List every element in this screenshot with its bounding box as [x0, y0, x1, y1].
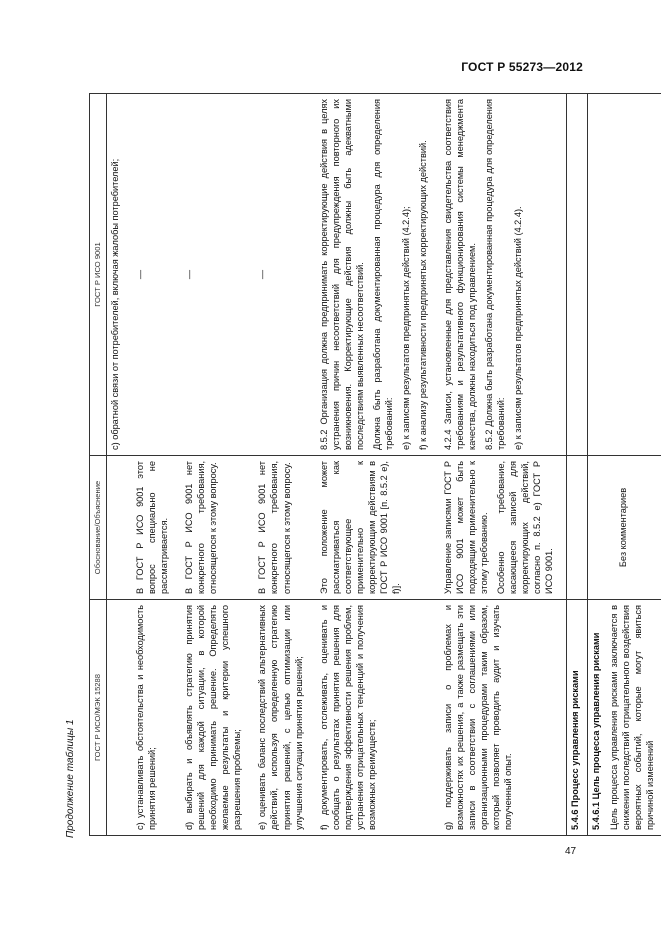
cell-15288: f) документировать, отслеживать, оценивать и сообщать о результатах принятия решения для подтверждения эффективности решения проблем, устранения отрицательных тенденций и получения возможных преимуществ;: [316, 600, 440, 836]
cell-9001: —: [181, 94, 254, 456]
header-gost-15288: ГОСТ Р ИСО/МЭК 15288: [90, 600, 107, 836]
cell-15288: 5.4.6.1 Цель процесса управления рисками Цель процесса управления рисками заключается в снижении последствий отрицательного воздействия вероятных событий, которые могут явиться причиной изменений: [588, 600, 661, 836]
document-code-header: ГОСТ Р 55273—2012: [461, 60, 583, 74]
table-row: [440, 94, 567, 836]
table-row: [316, 94, 440, 836]
section-heading: 5.4.6 Процесс управления рисками: [567, 600, 588, 836]
header-rationale: Обоснование/Объяснение: [90, 456, 107, 600]
header-gost-9001: ГОСТ Р ИСО 9001: [90, 94, 107, 456]
cell-9001-top: c) обратной связи от потребителей, включая жалобы потребителей;: [107, 94, 133, 456]
table-row: [588, 94, 661, 836]
table-row: [132, 94, 181, 836]
cell-9001: 8.5.2 Организация должна предпринимать корректирующие действия в целях устранения причин несоответствий для предупреждения повторного их возникновения. Корректирующие действия должны быть адекватными последствиям выявленных несоответствий. Должна быть разработана документированная процедура для определения требований: e) к записям результатов предпринятых действий (4.2.4); f) к анализу результативности предпринятых корректирующих действий.: [316, 94, 440, 456]
cell-empty: [567, 456, 588, 600]
table-header-row: [90, 94, 107, 836]
cell-empty: [107, 600, 133, 836]
comparison-table: [89, 93, 661, 836]
table-row: [181, 94, 254, 836]
cell-rationale: В ГОСТ Р ИСО 9001 нет конкретного требования, относящегося к этому вопросу.: [181, 456, 254, 600]
page-number: 47: [565, 846, 577, 857]
cell-empty: [588, 94, 661, 456]
table-row-top: [107, 94, 133, 836]
cell-rationale: Управление записями ГОСТ Р ИСО 9001 может быть подходящим применительно к этому требованию. Особенно требование, касающееся записей для корректирующих действий, согласно п. 8.5.2 e) ГОСТ Р ИСО 9001.: [440, 456, 567, 600]
cell-rationale: Это положение может рассматриваться как соответствующее применительно к корректирующим действиям в ГОСТ Р ИСО 9001 [п. 8.5.2 e), f)].: [316, 456, 440, 600]
table-row: [254, 94, 315, 836]
cell-9001: —: [254, 94, 315, 456]
cell-9001: 4.2.4 Записи, установленные для представления свидетельства соответствия требованиям и результативного функционирования системы менеджмента качества, должны находиться под управлением. 8.5.2 Должна быть разработана документированная процедура для определения требований: e) к записям результатов предпринятых действий (4.2.4).: [440, 94, 567, 456]
cell-15288: e) оценивать баланс последствий альтернативных действий, используя определенную стратегию принятия решений, с целью оптимизации или улучшения ситуации принятия решений;: [254, 600, 315, 836]
cell-15288: d) выбирать и объявлять стратегию принятия решений для каждой ситуации, в которой необходимо принимать решение. Определять желаемые результаты и критерии успешного разрешения проблемы;: [181, 600, 254, 836]
cell-15288: g) поддерживать записи о проблемах и возможностях их решения, а также размещать эти записи в соответствии с соглашениями или организационными процедурами таким образом, который позволяет проводить аудит и изучать полученный опыт.: [440, 600, 567, 836]
section-subheading: 5.4.6.1 Цель процесса управления рисками: [591, 632, 602, 830]
cell-empty: [567, 94, 588, 456]
section-heading-row: [567, 94, 588, 836]
rotated-table-frame: [60, 88, 655, 838]
cell-empty: [107, 456, 133, 600]
table-caption: Продолжение таблицы 1: [65, 719, 76, 838]
cell-rationale: Без комментариев: [588, 456, 661, 600]
cell-9001: —: [132, 94, 181, 456]
cell-15288: c) устанавливать обстоятельства и необходимость принятия решений;: [132, 600, 181, 836]
cell-rationale: В ГОСТ Р ИСО 9001 этот вопрос специально не рассматривается.: [132, 456, 181, 600]
cell-rationale: В ГОСТ Р ИСО 9001 нет конкретного требования, относящегося к этому вопросу.: [254, 456, 315, 600]
